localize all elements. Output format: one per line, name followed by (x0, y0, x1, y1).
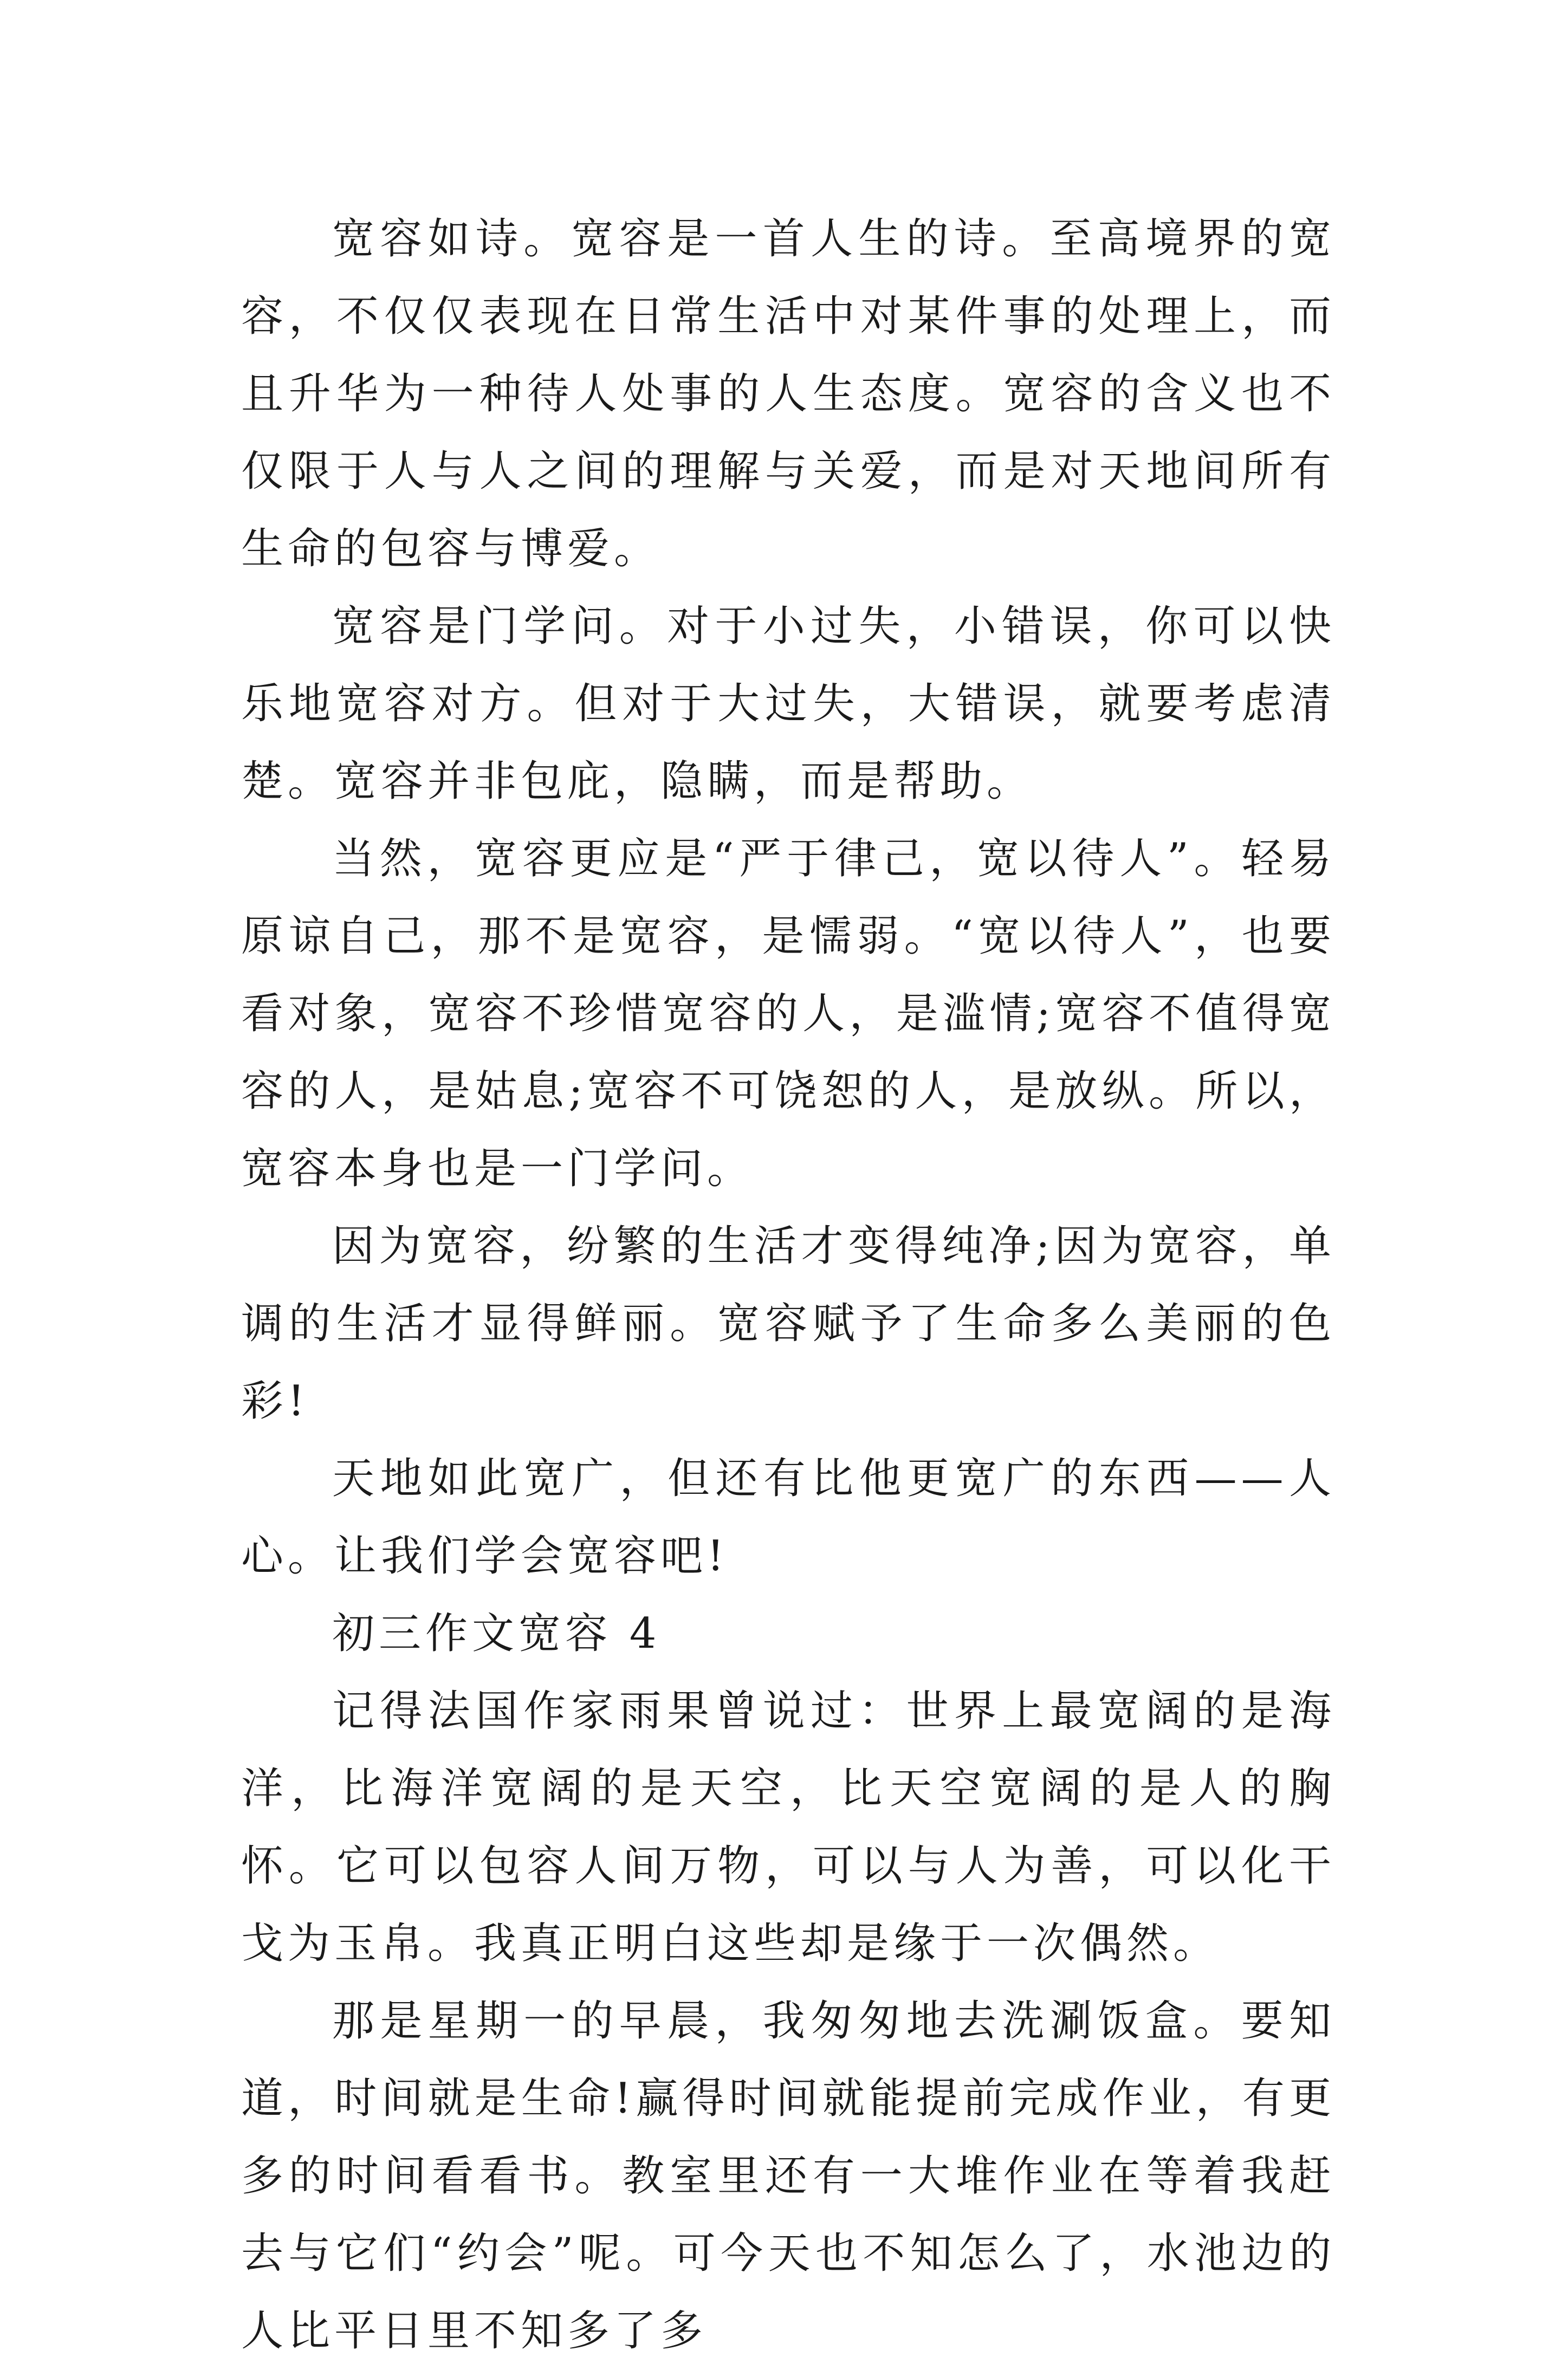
paragraph-1: 宽容如诗。宽容是一首人生的诗。至高境界的宽容，不仅仅表现在日常生活中对某件事的处理上，而且升华为一种待人处事的人生态度。宽容的含义也不仅限于人与人之间的理解与关爱，而是对天地间所有生命的包容与博爱。 (241, 215, 1336, 573)
section-heading: 初三作文宽容 4 (332, 1609, 661, 1658)
paragraph-2: 宽容是门学问。对于小过失，小错误，你可以快乐地宽容对方。但对于大过失，大错误，就要考虑清楚。宽容并非包庇，隐瞒，而是帮助。 (241, 602, 1336, 806)
paragraph-5: 天地如此宽广，但还有比他更宽广的东西——人心。让我们学会宽容吧! (241, 1454, 1336, 1581)
document-body (241, 200, 1336, 2370)
paragraph-3: 当然，宽容更应是“严于律己，宽以待人”。轻易原谅自己，那不是宽容，是懦弱。“宽以待人”，也要看对象，宽容不珍惜宽容的人，是滥情;宽容不值得宽容的人，是姑息;宽容不可饶恕的人，是放纵。所以，宽容本身也是一门学问。 (241, 834, 1336, 1193)
paragraph-6: 记得法国作家雨果曾说过：世界上最宽阔的是海洋，比海洋宽阔的是天空，比天空宽阔的是人的胸怀。它可以包容人间万物，可以与人为善，可以化干戈为玉帛。我真正明白这些却是缘于一次偶然。 (241, 1687, 1336, 1968)
paragraph-7: 那是星期一的早晨，我匆匆地去洗涮饭盒。要知道，时间就是生命!赢得时间就能提前完成作业，有更多的时间看看书。教室里还有一大堆作业在等着我赶去与它们“约会”呢。可今天也不知怎么了，水池边的人比平日里不知多了多 (241, 1997, 1336, 2355)
paragraph-4: 因为宽容，纷繁的生活才变得纯净;因为宽容，单调的生活才显得鲜丽。宽容赋予了生命多么美丽的色彩! (241, 1222, 1336, 1426)
